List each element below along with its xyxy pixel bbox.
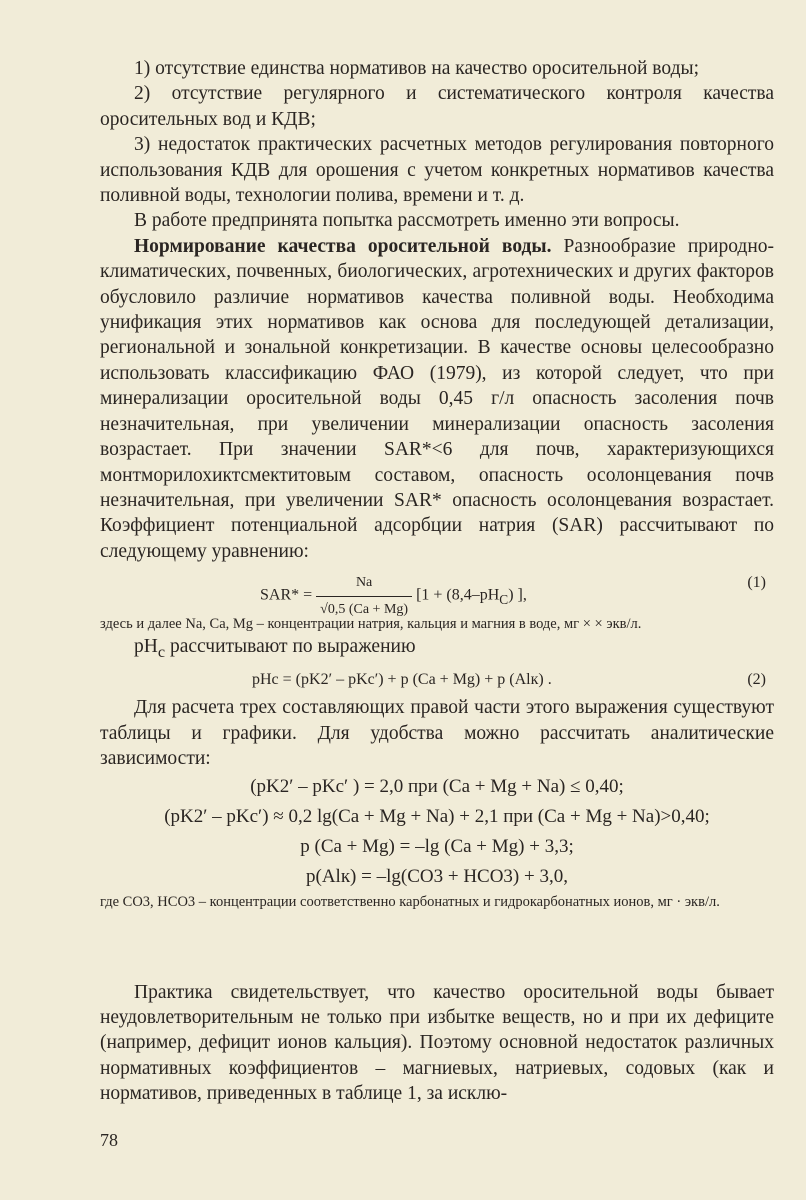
practice-paragraph: Практика свидетельствует, что качество оросительной воды бывает неудовлетворительным не только при избытке веществ, но и при их дефиците (например, дефицит ионов кальция). Поэтому основной недостаток различных нормативных коэффициентов – магниевых, натриевых, содовых (как и нормативов, приведенных в таблице 1, за исклю- [100,981,774,1105]
phc-sub: c [157,643,166,662]
list-item-2: 2) отсутствие регулярного и систематического контроля качества оросительных вод и КДВ; [100,83,774,130]
formula-sar-lhs: SAR* = [260,586,313,604]
phc-text: рассчитывают по выражению [165,636,416,658]
formula-sar-sub: C [499,591,509,607]
section-heading: Нормирование качества оросительной воды. [134,235,552,257]
section-body: Разнообразие природно-климатических, почвенных, биологических, агротехнических и других факторов обусловило различие нормативов качества поливной воды. Необходима унификация этих нормативов как основа для последующей детализации, региональной и зональной конкретизации. В качестве основы целесообразно использовать классификацию ФАО (1979), из которой следует, что при минерализации оросительной воды 0,45 г/л опасность засоления почв незначительная, при увеличении минерализации опасность засоления возрастает. При значении SAR*<6 для почв, характеризующихся монтморилохиктсмектитовым составом, опасность осолонцевания почв незначительная, при увеличении SAR* опасность осолонцевания возрастает. Коэффициент потенциальной адсорбции натрия (SAR) рассчитывают по следующему уравнению: [100,235,775,562]
list-item-1: 1) отсутствие единства нормативов на качество оросительной воды; [134,58,700,79]
equation-3: p (Ca + Mg) = –lg (Ca + Mg) + 3,3; [300,835,574,857]
upper-text-block [100,56,774,1107]
formula-sar-denominator: √0,5 (Ca + Mg) [320,601,409,617]
formula-phc-text: pHc = (pK2′ – pKc′) + p (Ca + Mg) + p (Alк) . [252,671,552,689]
formula-number-2: (2) [747,671,766,689]
formula-sar-rhs: [1 + (8,4–pH [416,586,500,604]
attempt-paragraph: В работе предпринята попытка рассмотреть именно эти вопросы. [134,210,680,232]
phc-ph: pH [134,636,158,658]
equation-1: (pK2′ – pKc′ ) = 2,0 при (Ca + Mg + Na) ≤ 0,40; [250,775,624,797]
equation-4: p(Alк) = –lg(CO3 + HCO3) + 3,0, [306,865,568,887]
note-carbonates: где CO3, HCO3 – концентрации соответственно карбонатных и гидрокарбонатных ионов, мг · экв/л. [100,893,720,910]
list-item-3: 3) недостаток практических расчетных методов регулирования повторного использования КДВ для орошения с учетом конкретных нормативов качества поливной воды, технологии полива, времени и т. д. [100,134,774,207]
phc-intro [100,634,774,665]
tables-paragraph: Для расчета трех составляющих правой части этого выражения существуют таблицы и графики. Для удобства можно рассчитать аналитические зависимости: [100,697,774,770]
page-number: 78 [100,1130,118,1150]
formula-sar-numerator: Na [316,570,412,596]
equation-2: (pK2′ – pKc′) ≈ 0,2 lg(Ca + Mg + Na) + 2,1 при (Ca + Mg + Na)>0,40; [164,805,710,827]
formula-sar [100,564,774,617]
section-paragraph [100,234,774,564]
formula-phc [100,665,774,695]
note-concentrations: здесь и далее Na, Ca, Mg – концентрации натрия, кальция и магния в воде, мг × × экв/л. [100,616,642,633]
formula-sar-fraction [316,570,412,622]
formula-sar-rhs-end: ) ], [508,586,527,604]
formula-number-1: (1) [747,574,766,592]
section-gap [100,912,774,980]
